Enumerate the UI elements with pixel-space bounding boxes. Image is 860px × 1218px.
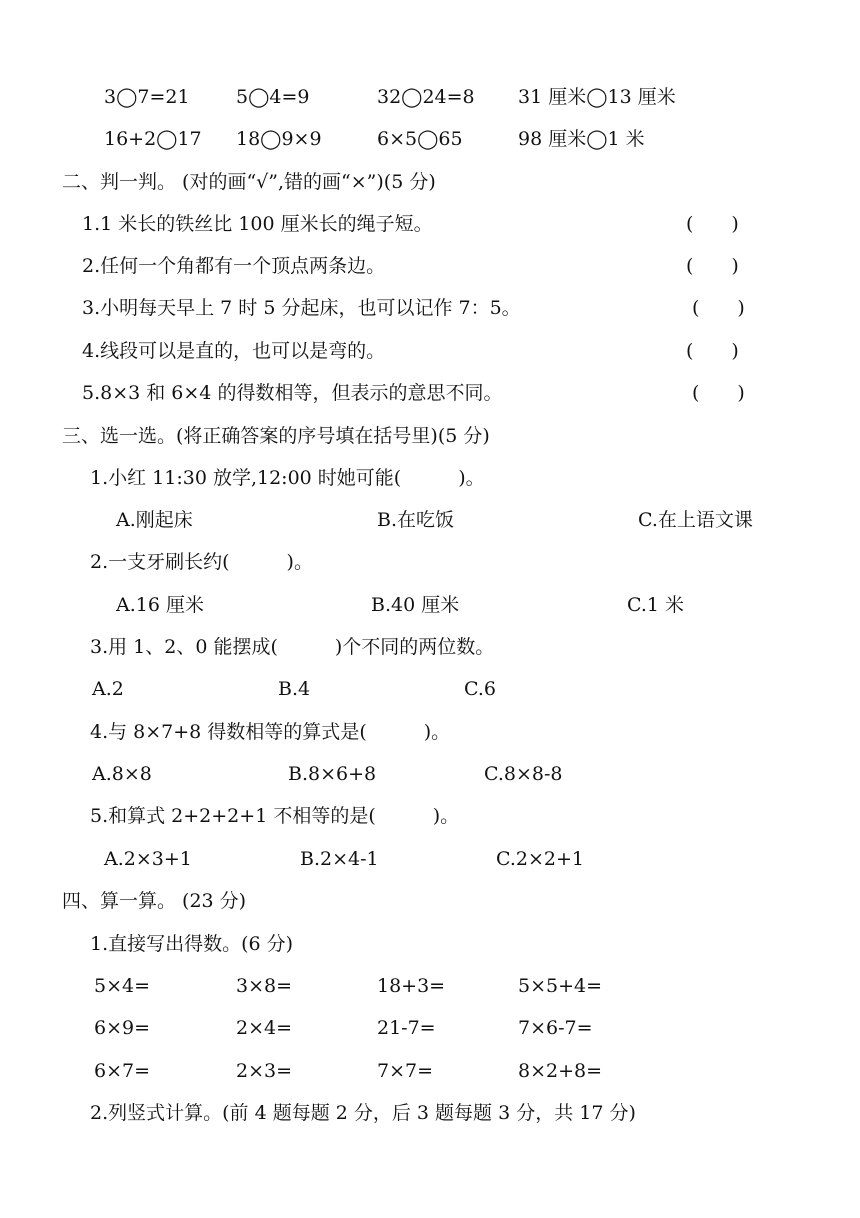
options-row bbox=[0, 674, 860, 704]
calc-item: 5×4= bbox=[94, 975, 151, 997]
option-b[interactable]: B.在吃饭 bbox=[377, 509, 455, 531]
option-c[interactable]: C.6 bbox=[464, 678, 496, 700]
choose-question: 3.用 1、2、0 能摆成( )个不同的两位数。 bbox=[90, 636, 495, 658]
compare-item: 5◯4=9 bbox=[236, 86, 310, 108]
compare-item: 18◯9×9 bbox=[236, 128, 322, 150]
option-b[interactable]: B.4 bbox=[278, 678, 311, 700]
option-c[interactable]: C.2×2+1 bbox=[496, 848, 585, 870]
calc-subheading: 2.列竖式计算。(前 4 题每题 2 分，后 3 题每题 3 分，共 17 分) bbox=[90, 1102, 636, 1124]
answer-paren[interactable]: ( ) bbox=[686, 340, 739, 362]
choose-question: 2.一支牙刷长约( )。 bbox=[90, 551, 313, 573]
options-row bbox=[0, 590, 860, 620]
option-c[interactable]: C.8×8-8 bbox=[484, 763, 563, 785]
compare-row-1 bbox=[0, 82, 860, 112]
answer-paren[interactable]: ( ) bbox=[686, 213, 739, 235]
judge-item: 1.1 米长的铁丝比 100 厘米长的绳子短。 bbox=[82, 213, 433, 235]
judge-item: 2.任何一个角都有一个顶点两条边。 bbox=[82, 255, 386, 277]
choose-question: 5.和算式 2+2+2+1 不相等的是( )。 bbox=[90, 805, 460, 827]
option-a[interactable]: A.8×8 bbox=[92, 763, 152, 785]
options-row bbox=[0, 844, 860, 874]
compare-item: 6×5◯65 bbox=[377, 128, 463, 150]
option-b[interactable]: B.40 厘米 bbox=[371, 594, 460, 616]
compare-item: 32◯24=8 bbox=[377, 86, 475, 108]
option-a[interactable]: A.16 厘米 bbox=[116, 594, 204, 616]
calc-heading: 四、算一算。 (23 分) bbox=[62, 890, 247, 912]
option-c[interactable]: C.在上语文课 bbox=[638, 509, 753, 531]
calc-item: 8×2+8= bbox=[518, 1060, 603, 1082]
choose-question: 1.小红 11:30 放学,12:00 时她可能( )。 bbox=[90, 467, 485, 489]
option-b[interactable]: B.2×4-1 bbox=[300, 848, 379, 870]
option-a[interactable]: A.刚起床 bbox=[116, 509, 193, 531]
option-a[interactable]: A.2 bbox=[92, 678, 124, 700]
option-b[interactable]: B.8×6+8 bbox=[288, 763, 377, 785]
compare-item: 31 厘米◯13 厘米 bbox=[518, 86, 676, 108]
calc-item: 2×4= bbox=[236, 1017, 293, 1039]
calc-item: 18+3= bbox=[377, 975, 446, 997]
calc-item: 3×8= bbox=[236, 975, 293, 997]
calc-item: 21-7= bbox=[377, 1017, 436, 1039]
choose-heading: 三、选一选。(将正确答案的序号填在括号里)(5 分) bbox=[62, 425, 490, 447]
calc-row bbox=[0, 1013, 860, 1043]
calc-row bbox=[0, 971, 860, 1001]
calc-item: 5×5+4= bbox=[518, 975, 603, 997]
choose-question: 4.与 8×7+8 得数相等的算式是( )。 bbox=[90, 721, 451, 743]
compare-item: 98 厘米◯1 米 bbox=[518, 128, 645, 150]
calc-item: 7×7= bbox=[377, 1060, 434, 1082]
calc-item: 7×6-7= bbox=[518, 1017, 593, 1039]
options-row bbox=[0, 505, 860, 535]
compare-row-2 bbox=[0, 124, 860, 154]
option-c[interactable]: C.1 米 bbox=[627, 594, 685, 616]
calc-item: 6×7= bbox=[94, 1060, 151, 1082]
calc-item: 2×3= bbox=[236, 1060, 293, 1082]
judge-heading: 二、判一判。 (对的画“√”,错的画“×”)(5 分) bbox=[62, 171, 436, 193]
answer-paren[interactable]: ( ) bbox=[686, 255, 739, 277]
calc-row bbox=[0, 1056, 860, 1086]
judge-item: 5.8×3 和 6×4 的得数相等，但表示的意思不同。 bbox=[82, 382, 503, 404]
judge-item: 3.小明每天早上 7 时 5 分起床，也可以记作 7：5。 bbox=[82, 297, 521, 319]
answer-paren[interactable]: ( ) bbox=[692, 297, 745, 319]
compare-item: 3◯7=21 bbox=[104, 86, 190, 108]
calc-subheading: 1.直接写出得数。(6 分) bbox=[90, 933, 294, 955]
options-row bbox=[0, 759, 860, 789]
compare-item: 16+2◯17 bbox=[104, 128, 202, 150]
calc-item: 6×9= bbox=[94, 1017, 151, 1039]
option-a[interactable]: A.2×3+1 bbox=[104, 848, 192, 870]
judge-item: 4.线段可以是直的，也可以是弯的。 bbox=[82, 340, 386, 362]
answer-paren[interactable]: ( ) bbox=[692, 382, 745, 404]
